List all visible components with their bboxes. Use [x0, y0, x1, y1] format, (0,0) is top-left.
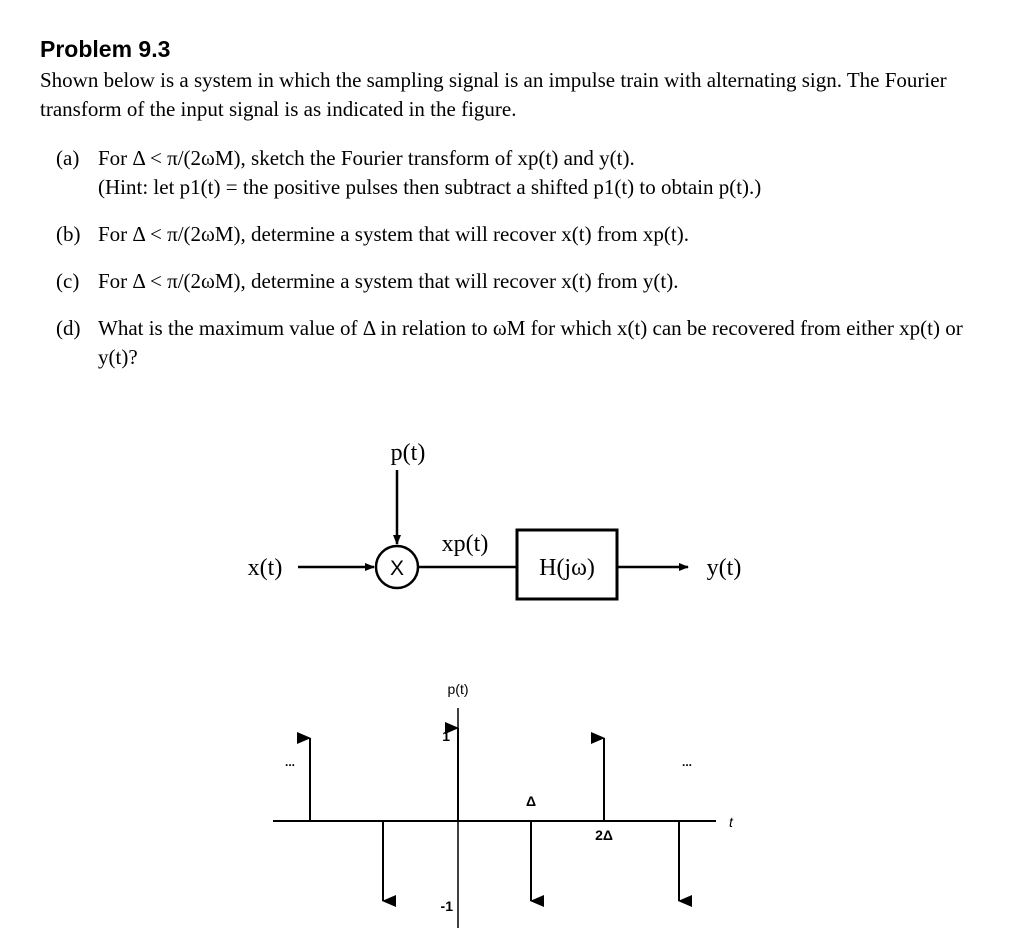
- filter-label: H(jω): [539, 555, 595, 581]
- multiplier-symbol: X: [389, 557, 405, 580]
- part-label: (d): [56, 316, 81, 340]
- part-c-text: For Δ < π/(2ωM), determine a system that will recover x(t) from y(t).: [98, 269, 679, 293]
- part-d-text: What is the maximum value of Δ in relation to ωM for which x(t) can be recovered from either xp(t) or y(t)?: [98, 316, 963, 369]
- problem-intro: Shown below is a system in which the sampling signal is an impulse train with alternating sign. The Fourier transform of the input signal is as indicated in the figure.: [40, 68, 947, 121]
- tick-label-neg: -1: [440, 898, 453, 914]
- delta-label: Δ: [525, 793, 537, 809]
- part-b-text: For Δ < π/(2ωM), determine a system that will recover x(t) from xp(t).: [98, 222, 689, 246]
- problem-title: Problem 9.3: [40, 36, 171, 62]
- part-a-text: For Δ < π/(2ωM), sketch the Fourier transform of xp(t) and y(t).: [98, 146, 635, 170]
- ellipsis-right: ...: [681, 755, 693, 769]
- sampled-label: xp(t): [441, 531, 489, 557]
- input-label: x(t): [247, 555, 283, 581]
- ellipsis-left: ...: [284, 755, 296, 769]
- impulse-plot-ylabel: p(t): [447, 681, 469, 697]
- tick-label-pos: 1: [442, 728, 450, 744]
- part-label: (b): [56, 222, 81, 246]
- t-axis-label: t: [729, 814, 733, 830]
- output-label: y(t): [706, 555, 742, 581]
- two-delta-label: 2Δ: [595, 827, 613, 843]
- part-a-hint: (Hint: let p1(t) = the positive pulses then subtract a shifted p1(t) to obtain p(t).): [98, 175, 762, 199]
- sampling-label: p(t): [390, 440, 426, 466]
- part-label: (c): [56, 269, 80, 293]
- part-label: (a): [56, 146, 80, 170]
